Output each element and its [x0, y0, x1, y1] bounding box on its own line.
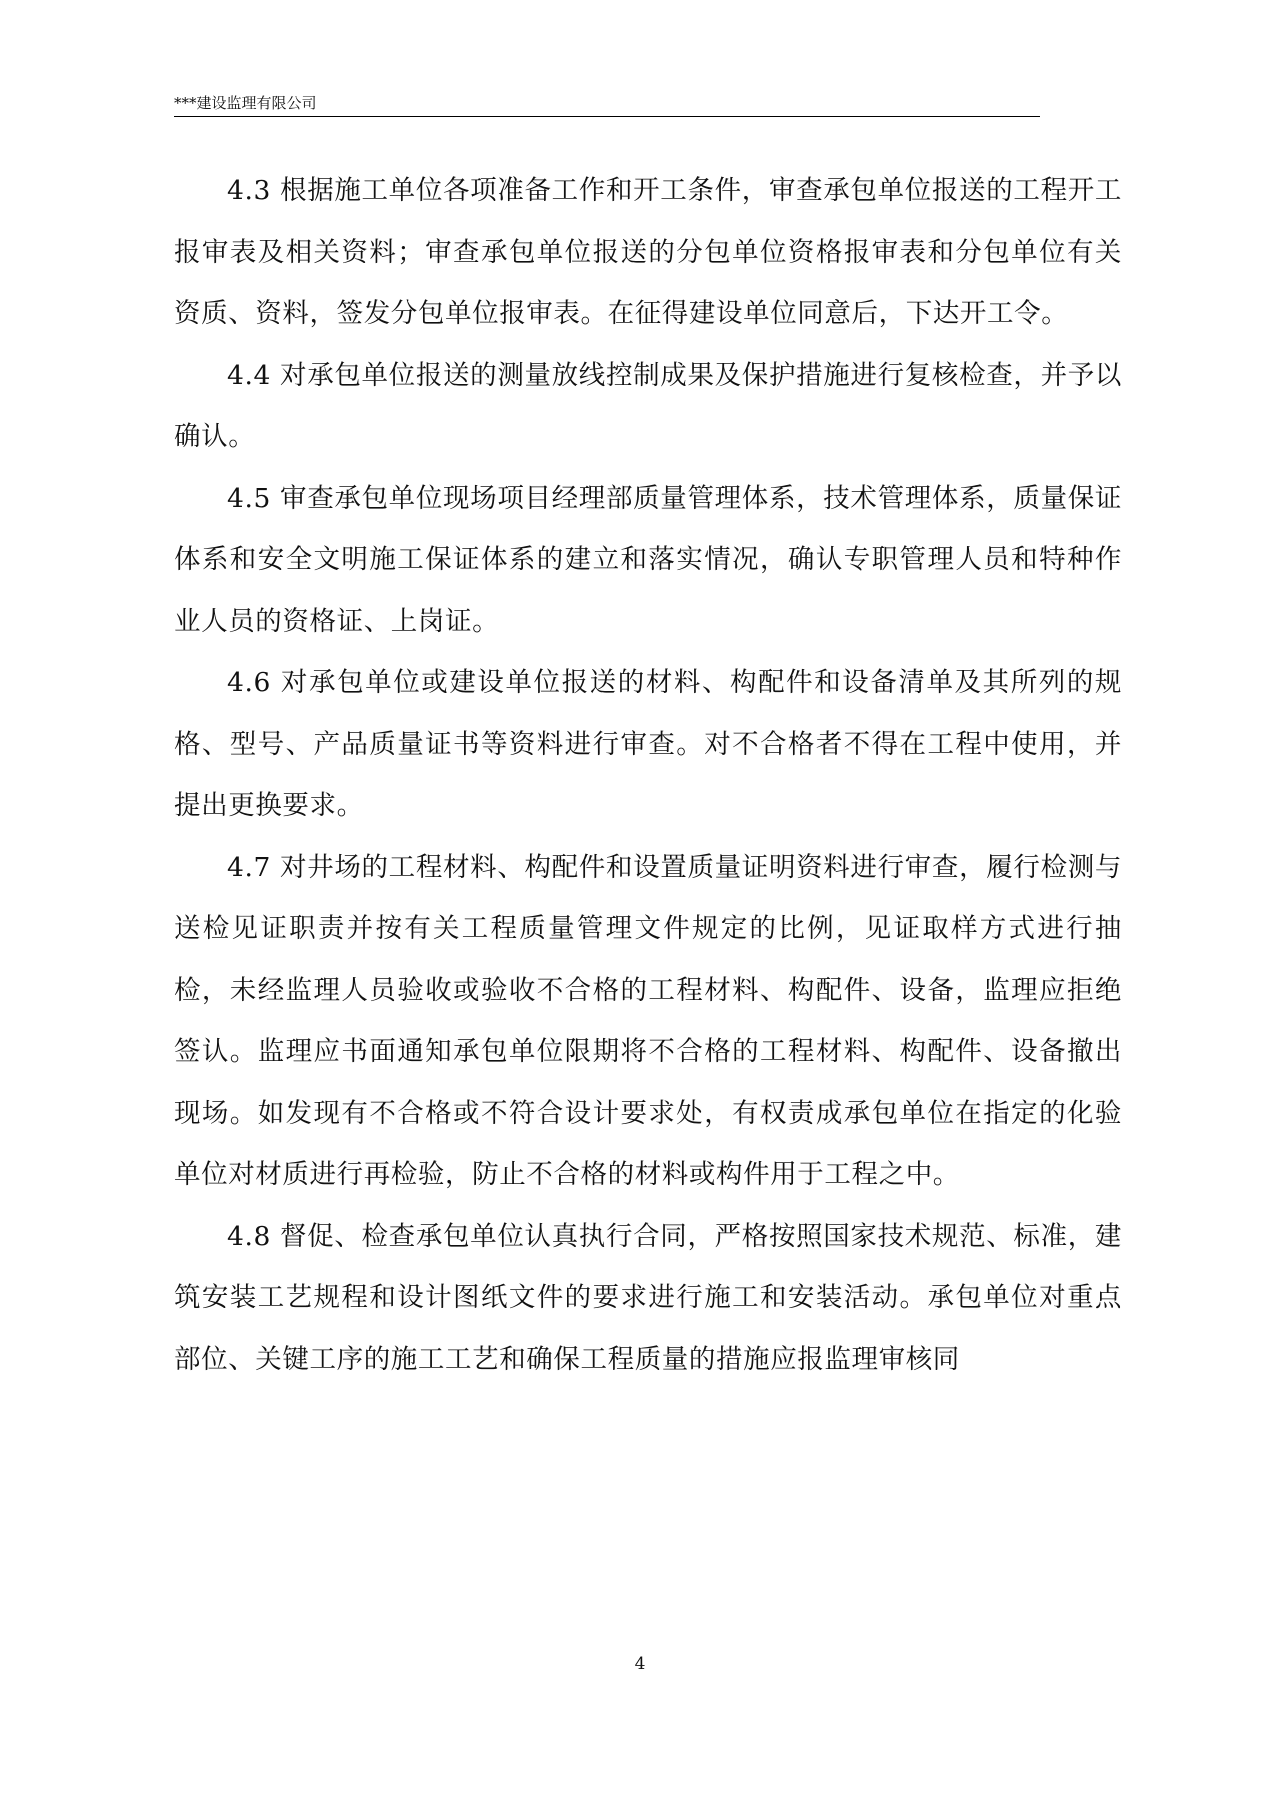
paragraph-4-4: 4.4 对承包单位报送的测量放线控制成果及保护措施进行复核检查，并予以确认。: [174, 359, 1122, 452]
paragraph-4-3: 4.3 根据施工单位各项准备工作和开工条件，审查承包单位报送的工程开工报审表及相关资料；审查承包单位报送的分包单位资格报审表和分包单位有关资质、资料，签发分包单位报审表。在征得建设单位同意后，下达开工令。: [174, 175, 1122, 329]
paragraph-4-5: 4.5 审查承包单位现场项目经理部质量管理体系，技术管理体系，质量保证体系和安全文明施工保证体系的建立和落实情况，确认专职管理人员和特种作业人员的资格证、上岗证。: [174, 482, 1122, 637]
paragraph-4-7: 4.7 对井场的工程材料、构配件和设置质量证明资料进行审查，履行检测与送检见证职责并按有关工程质量管理文件规定的比例，见证取样方式进行抽检，未经监理人员验收或验收不合格的工程材料、构配件、设备，监理应拒绝签认。监理应书面通知承包单位限期将不合格的工程材料、构配件、设备撤出现场。如发现有不合格或不符合设计要求处，有权责成承包单位在指定的化验单位对材质进行再检验，防止不合格的材料或构件用于工程之中。: [174, 851, 1122, 1190]
paragraph-4-8: 4.8 督促、检查承包单位认真执行合同，严格按照国家技术规范、标准，建筑安装工艺规程和设计图纸文件的要求进行施工和安装活动。承包单位对重点部位、关键工序的施工工艺和确保工程质量的措施应报监理审核同: [174, 1220, 1122, 1375]
page-header: [174, 92, 1040, 117]
page-number: 4: [634, 1654, 646, 1674]
paragraph-4-6: 4.6 对承包单位或建设单位报送的材料、构配件和设备清单及其所列的规格、型号、产品质量证书等资料进行审查。对不合格者不得在工程中使用，并提出更换要求。: [174, 667, 1122, 821]
header-company-name: ***建设监理有限公司: [174, 94, 317, 112]
document-body: [174, 160, 1122, 1390]
